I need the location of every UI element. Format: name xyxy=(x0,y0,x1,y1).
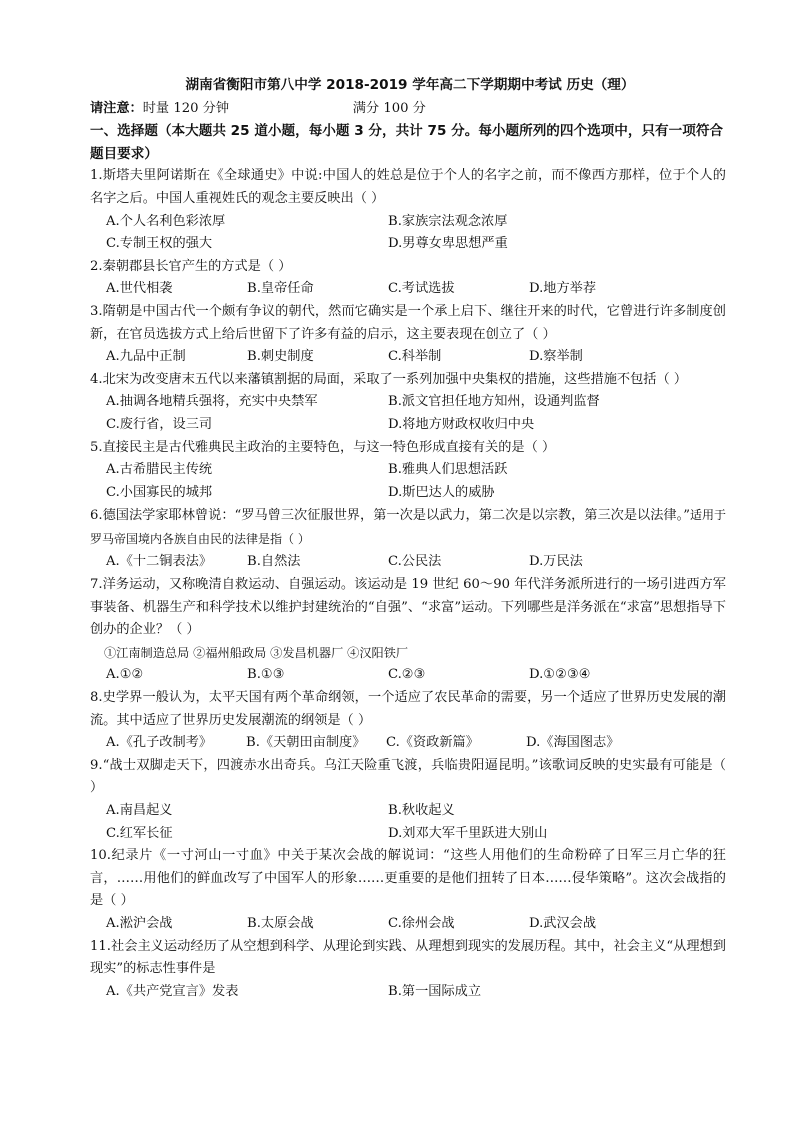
option-a: A.个人名利色彩浓厚 xyxy=(106,213,226,229)
option-c: C.小国寡民的城邦 xyxy=(106,484,213,500)
question-6-options xyxy=(90,551,726,574)
question-11: 11.社会主义运动经历了从空想到科学、从理论到实践、从理想到现实的发展历程。其中，社会主义“从理想到现实”的标志性事件是 xyxy=(90,938,726,977)
exam-page xyxy=(90,74,726,1003)
question-6 xyxy=(90,504,726,551)
question-8: 8.史学界一般认为，太平天国有两个革命纲领，一个适应了农民革命的需要，另一个适应了世界历史发展的潮流。其中适应了世界历史发展潮流的纲领是（ ） xyxy=(90,690,726,728)
option-b: B.《天朝田亩制度》 xyxy=(246,735,366,751)
question-7-options xyxy=(90,664,726,687)
option-d: D.男尊女卑思想严重 xyxy=(388,236,508,252)
option-a: A.抽调各地精兵强将，充实中央禁军 xyxy=(106,394,318,410)
option-b: B.皇帝任命 xyxy=(247,281,314,297)
option-a: A.九品中正制 xyxy=(106,349,186,365)
question-5: 5.直接民主是古代雅典民主政治的主要特色，与这一特色形成直接有关的是（ ） xyxy=(90,439,556,455)
option-d: D.将地方财政权收归中央 xyxy=(388,416,535,432)
option-a: A.《十二铜表法》 xyxy=(106,554,213,570)
option-b: B.太原会战 xyxy=(247,915,314,931)
question-8-options xyxy=(90,732,726,755)
exam-notice xyxy=(90,98,726,121)
option-b: B.自然法 xyxy=(247,554,301,570)
question-6-note: 适用于罗马帝国境内各族自由民的法律是指（ ） xyxy=(90,508,726,546)
question-3-options xyxy=(90,346,726,369)
question-7-items: ①江南制造总局 ②福州船政局 ③发昌机器厂 ④汉阳铁厂 xyxy=(104,645,409,660)
full-score: 满分 100 分 xyxy=(352,100,426,116)
question-7: 7.洋务运动，又称晚清自救运动、自强运动。该运动是 19 世纪 60～90 年代洋务派所进行的一场引进西方军事装备、机器生产和科学技术以维护封建统治的“自强”、“求富”运动。下列哪些是洋务派在“求富”思想指导下创办的企业？（ ） xyxy=(90,577,726,638)
option-d: D.万民法 xyxy=(529,554,583,570)
option-c: C.废行省，设三司 xyxy=(106,416,213,432)
question-10-options xyxy=(90,913,726,936)
option-c: C.专制王权的强大 xyxy=(106,236,213,252)
question-11-options xyxy=(90,981,726,1004)
time-limit: 时量 120 分钟 xyxy=(142,100,230,116)
option-d: D.刘邓大军千里跃进大别山 xyxy=(388,825,548,841)
question-2: 2.秦朝郡县长官产生的方式是（ ） xyxy=(90,258,292,274)
option-c: C.②③ xyxy=(388,667,426,683)
option-d: D.①②③④ xyxy=(529,667,591,683)
option-b: B.家族宗法观念浓厚 xyxy=(388,213,508,229)
notice-label: 请注意： xyxy=(90,100,143,116)
option-b: B.雅典人们思想活跃 xyxy=(388,462,508,478)
option-a: A.《孔子改制考》 xyxy=(106,735,213,751)
question-9-options xyxy=(90,800,726,845)
question-10: 10.纪录片《一寸河山一寸血》中关于某次会战的解说词：“这些人用他们的生命粉碎了日军三月亡华的狂言，……用他们的鲜血改写了中国军人的形象……更重要的是他们扭转了日本……侵华策略”。这次会战指的是（ ） xyxy=(90,848,726,909)
option-d: D.地方举荐 xyxy=(529,281,597,297)
option-a: A.世代相袭 xyxy=(106,281,173,297)
option-c: C.红军长征 xyxy=(106,825,173,841)
option-b: B.刺史制度 xyxy=(247,349,314,365)
option-a: A.《共产党宣言》发表 xyxy=(106,983,239,999)
option-c: C.科举制 xyxy=(388,349,442,365)
option-b: B.①③ xyxy=(247,667,285,683)
option-b: B.第一国际成立 xyxy=(388,983,482,999)
option-d: D.《海国图志》 xyxy=(526,735,620,751)
section-heading: 一、选择题（本大题共 25 道小题，每小题 3 分，共计 75 分。每小题所列的四个选项中，只有一项符合题目要求） xyxy=(90,123,724,162)
option-a: A.①② xyxy=(106,667,144,683)
option-c: C.《资政新篇》 xyxy=(386,735,479,751)
option-a: A.南昌起义 xyxy=(106,803,173,818)
option-d: D.斯巴达人的威胁 xyxy=(388,484,495,500)
option-a: A.淞沪会战 xyxy=(106,915,173,931)
option-c: C.考试选拔 xyxy=(388,281,455,297)
question-2-options xyxy=(90,278,726,301)
question-3: 3.隋朝是中国古代一个颇有争议的朝代，然而它确实是一个承上启下、继往开来的时代，它曾进行许多制度创新，在官员选拔方式上给后世留下了许多有益的启示，这主要表现在创立了（ ） xyxy=(90,303,726,342)
question-1: 1.斯塔夫里阿诺斯在《全球通史》中说:中国人的姓总是位于个人的名字之前，而不像西方那样，位于个人的名字之后。中国人重视姓氏的观念主要反映出（ ） xyxy=(90,168,726,206)
option-c: C.公民法 xyxy=(388,554,442,570)
option-d: D.武汉会战 xyxy=(529,915,597,931)
option-c: C.徐州会战 xyxy=(388,915,455,931)
question-4: 4.北宋为改变唐末五代以来藩镇割据的局面，采取了一系列加强中央集权的措施，这些措施不包括（ ） xyxy=(90,371,688,387)
question-4-options xyxy=(90,391,726,436)
question-9: 9.“战士双脚走天下，四渡赤水出奇兵。乌江天险重飞渡，兵临贵阳逼昆明。”该歌词反映的史实最有可能是（ ） xyxy=(90,757,726,796)
question-5-options xyxy=(90,459,726,504)
question-6-stem: 6.德国法学家耶林曾说：“罗马曾三次征服世界，第一次是以武力，第二次是以宗教，第三次是以法律。” xyxy=(90,508,690,524)
option-b: B.秋收起义 xyxy=(388,803,455,818)
option-d: D.察举制 xyxy=(529,349,583,365)
option-a: A.古希腊民主传统 xyxy=(106,462,213,478)
page-title: 湖南省衡阳市第八中学 2018-2019 学年高二下学期期中考试 历史（理） xyxy=(185,77,635,93)
option-b: B.派文官担任地方知州，设通判监督 xyxy=(388,394,600,410)
question-1-options xyxy=(90,211,726,256)
